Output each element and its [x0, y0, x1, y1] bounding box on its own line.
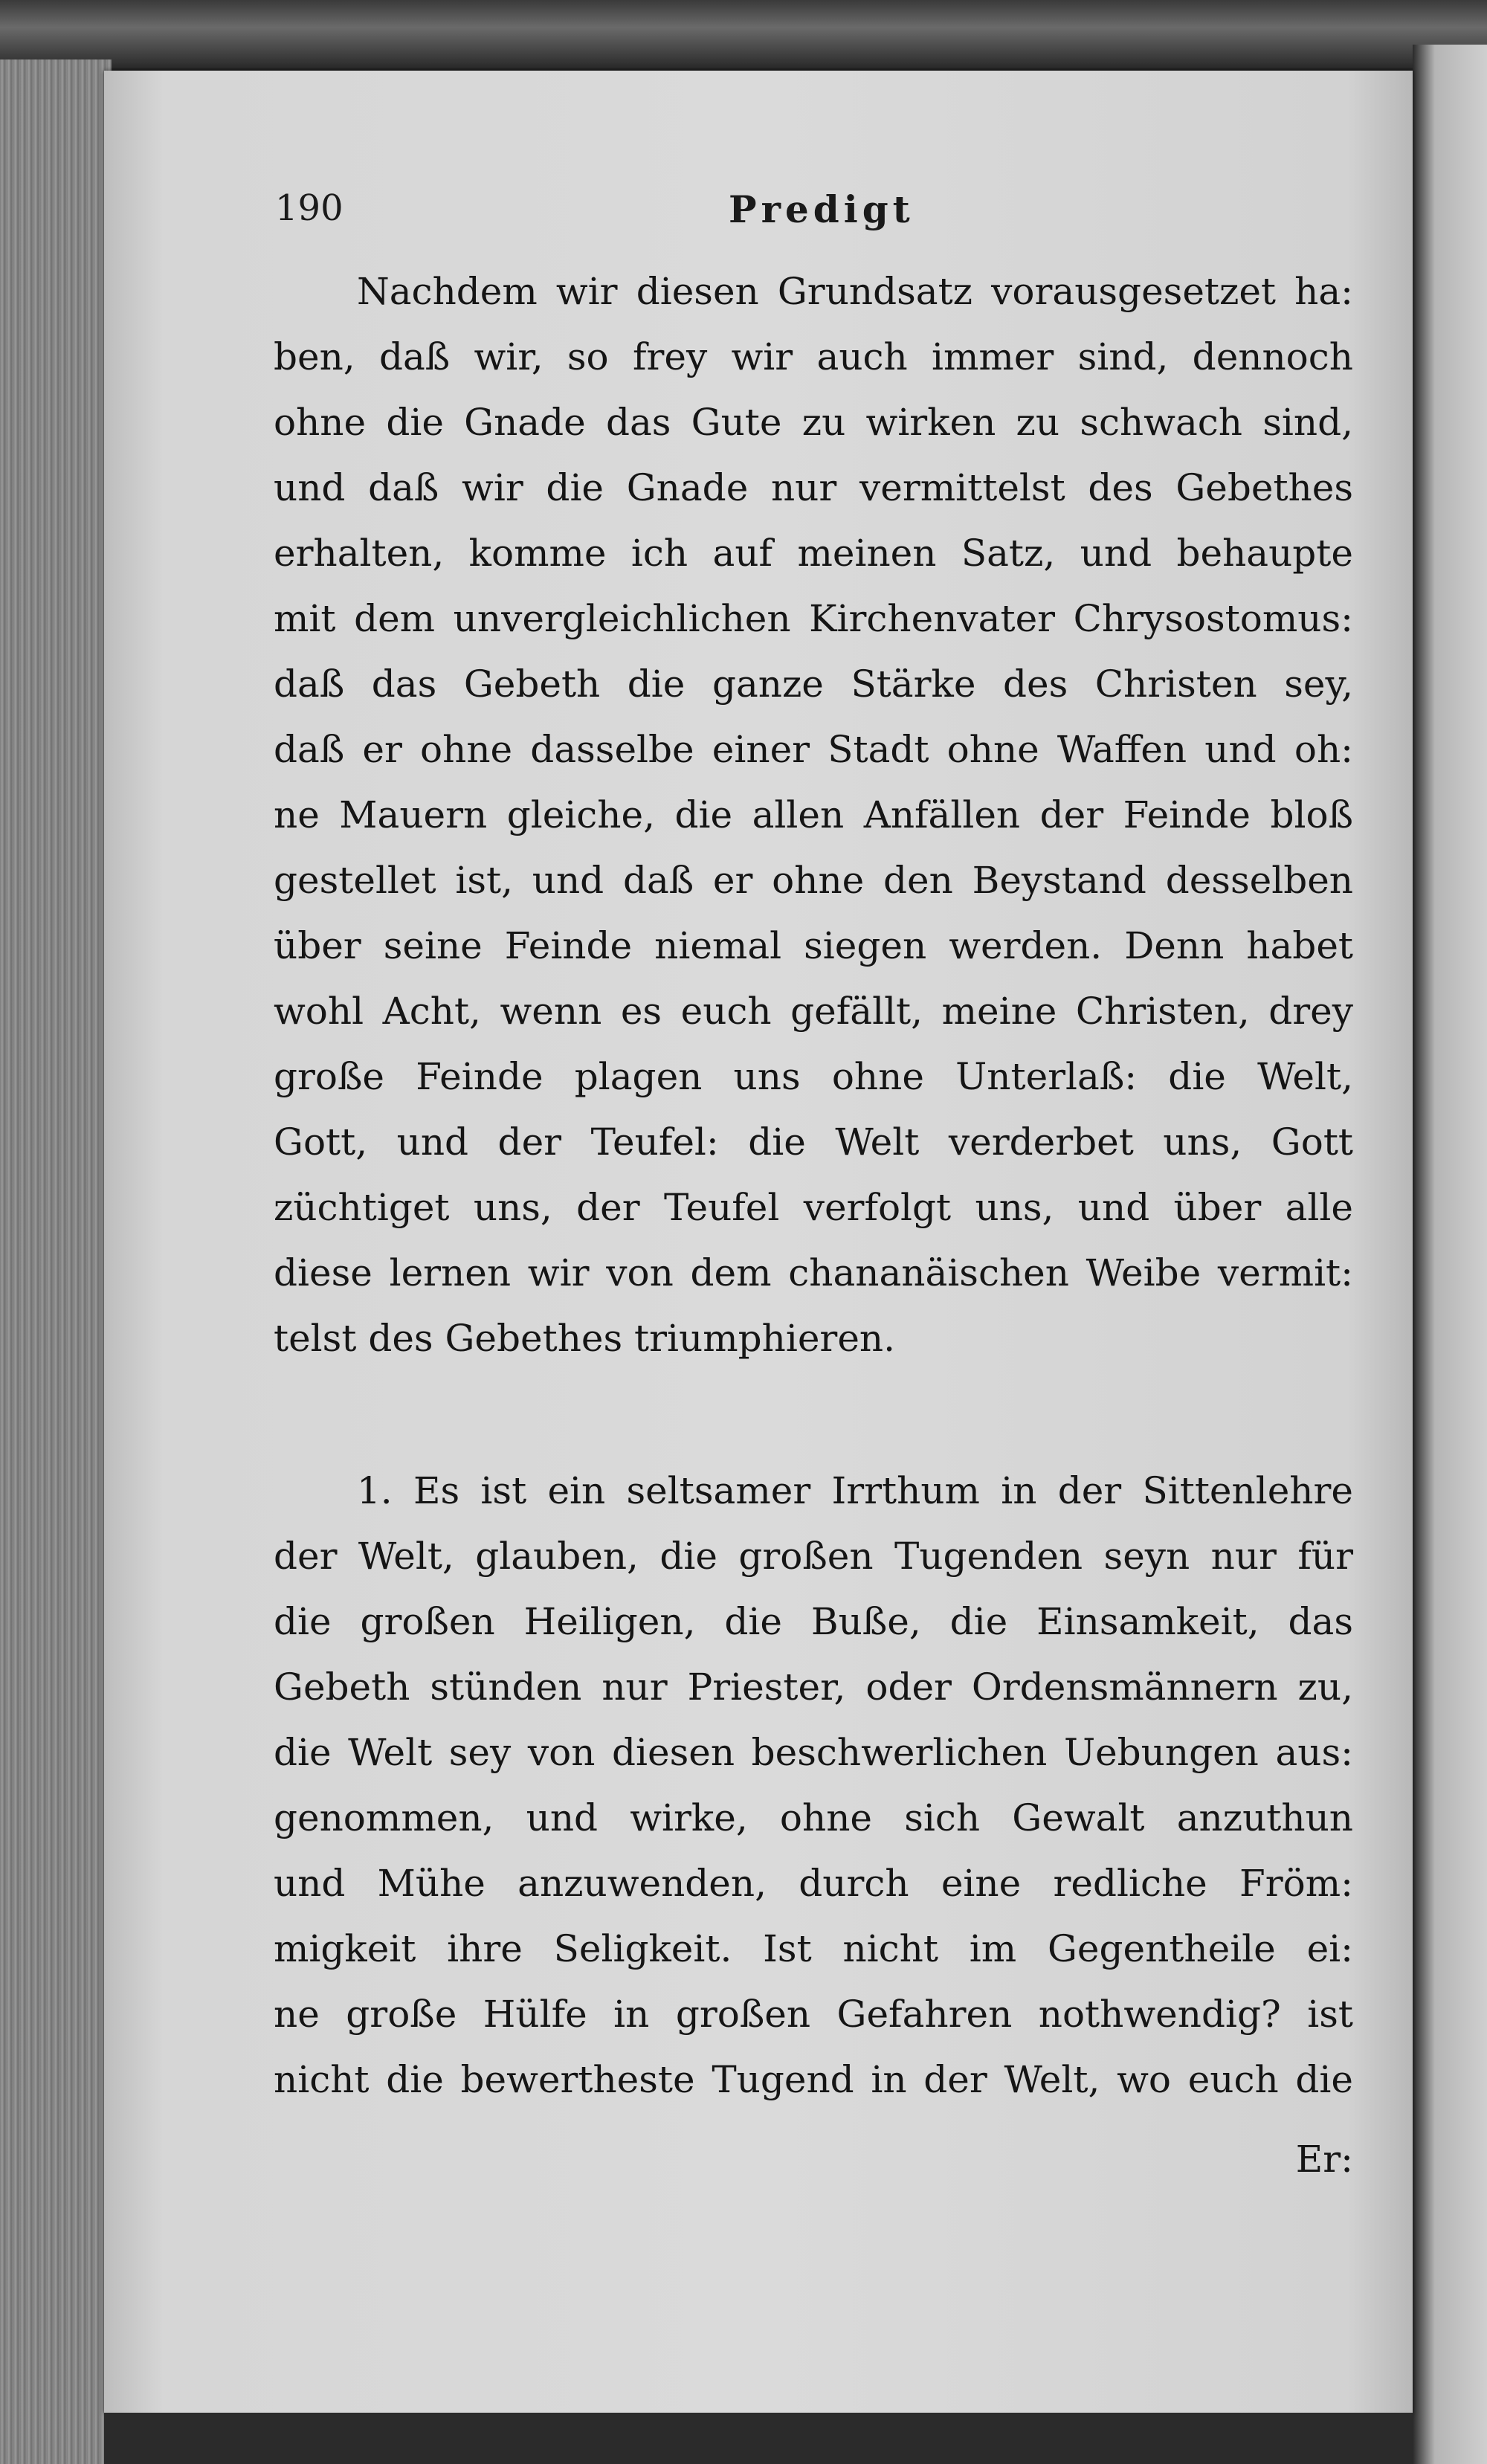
- text-line: ne Mauern gleiche, die allen Anfällen der Feinde bloß: [274, 793, 1353, 836]
- text-line: über seine Feinde niemal siegen werden. Denn habet: [274, 924, 1353, 967]
- text-line: erhalten, komme ich auf meinen Satz, und behaupte: [274, 532, 1353, 575]
- text-line: daß er ohne dasselbe einer Stadt ohne Waffen und oh:: [274, 728, 1353, 771]
- text-line: 1. Es ist ein seltsamer Irrthum in der Sittenlehre: [357, 1469, 1353, 1512]
- text-line: die Welt sey von diesen beschwerlichen Uebungen aus:: [274, 1731, 1353, 1774]
- page-edges: [0, 59, 112, 2464]
- binding-strip: [0, 0, 1487, 68]
- text-line: mit dem unvergleichlichen Kirchenvater Chrysostomus:: [274, 597, 1353, 640]
- running-title: Predigt: [729, 187, 915, 231]
- text-line: Gott, und der Teufel: die Welt verderbet uns, Gott: [274, 1120, 1353, 1164]
- text-line: nicht die bewertheste Tugend in der Welt, wo euch die: [274, 2058, 1353, 2101]
- text-line: diese lernen wir von dem chananäischen Weibe vermit:: [274, 1251, 1353, 1294]
- text-line: Nachdem wir diesen Grundsatz vorausgesetzet ha:: [357, 270, 1353, 313]
- text-line: züchtiget uns, der Teufel verfolgt uns, und über alle: [274, 1186, 1353, 1229]
- catchword: Er:: [1295, 2138, 1353, 2181]
- text-line: genommen, und wirke, ohne sich Gewalt anzuthun: [274, 1796, 1353, 1839]
- text-line: migkeit ihre Seligkeit. Ist nicht im Gegentheile ei:: [274, 1927, 1353, 1970]
- text-line: und daß wir die Gnade nur vermittelst des Gebethes: [274, 466, 1353, 509]
- facing-page-edge: [1413, 45, 1487, 2464]
- text-line: die großen Heiligen, die Buße, die Einsamkeit, das: [274, 1600, 1353, 1643]
- text-line: große Feinde plagen uns ohne Unterlaß: die Welt,: [274, 1055, 1353, 1098]
- text-line: telst des Gebethes triumphieren.: [274, 1317, 896, 1360]
- bottom-shadow: [104, 2413, 1413, 2464]
- text-line: und Mühe anzuwenden, durch eine redliche Fröm:: [274, 1862, 1353, 1905]
- text-line: ne große Hülfe in großen Gefahren nothwendig? ist: [274, 1993, 1353, 2036]
- text-line: ben, daß wir, so frey wir auch immer sind, dennoch: [274, 335, 1353, 378]
- text-line: Gebeth stünden nur Priester, oder Ordensmännern zu,: [274, 1665, 1353, 1709]
- text-line: ohne die Gnade das Gute zu wirken zu schwach sind,: [274, 401, 1353, 444]
- text-line: der Welt, glauben, die großen Tugenden seyn nur für: [274, 1535, 1353, 1578]
- text-line: daß das Gebeth die ganze Stärke des Christen sey,: [274, 662, 1353, 706]
- page-number: 190: [275, 187, 343, 229]
- text-line: wohl Acht, wenn es euch gefällt, meine Christen, drey: [274, 990, 1353, 1033]
- text-line: gestellet ist, und daß er ohne den Beystand desselben: [274, 859, 1353, 902]
